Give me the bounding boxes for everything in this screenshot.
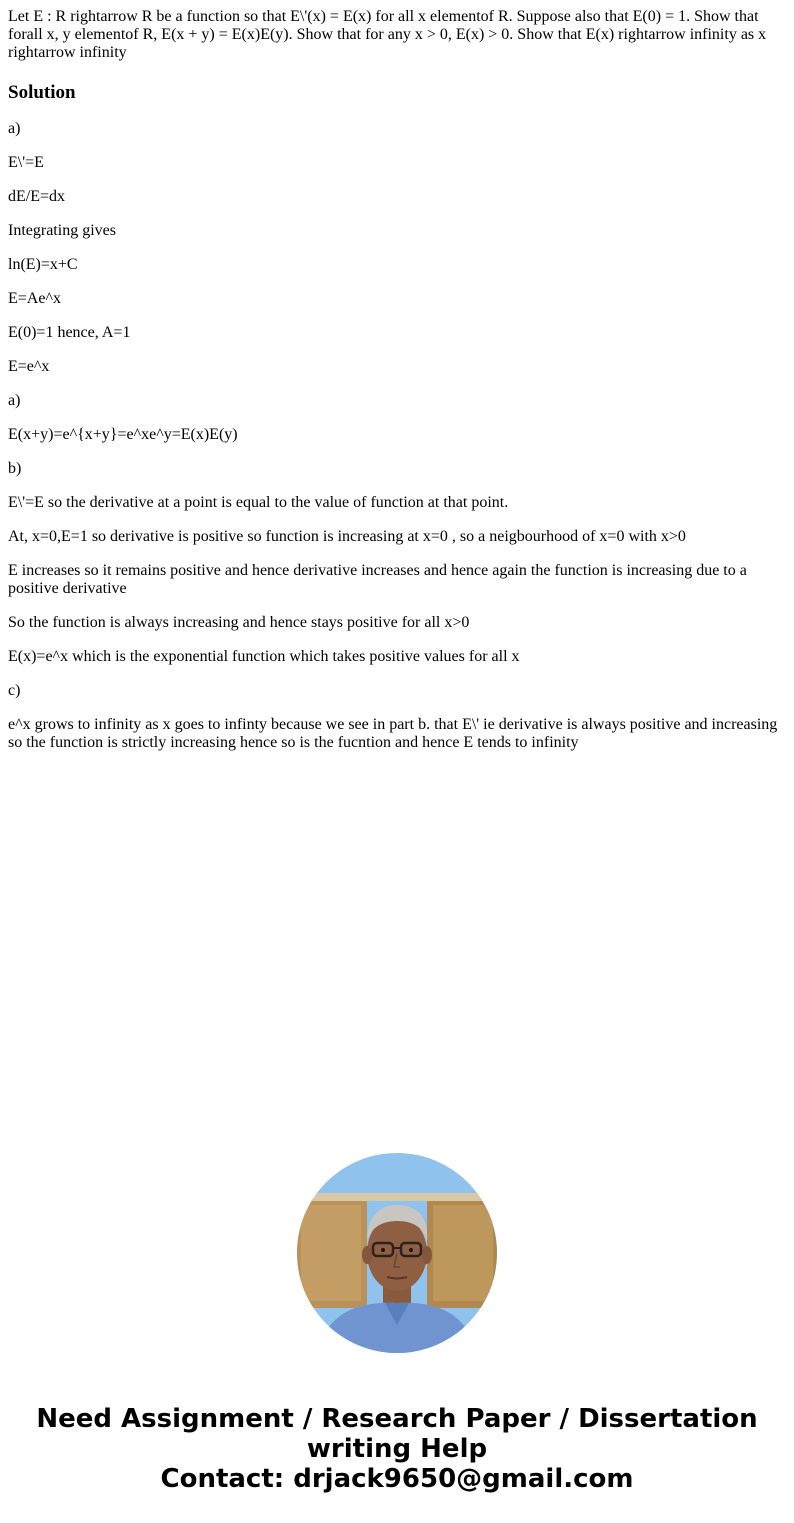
solution-step: E(x)=e^x which is the exponential function which takes positive values for all x (8, 648, 520, 665)
solution-step: a) (8, 120, 21, 137)
promo-line: Need Assignment / Research Paper / Dissertation (36, 1404, 758, 1434)
solution-step: c) (8, 682, 21, 699)
promo-line: writing Help (306, 1434, 488, 1464)
solution-step: E(0)=1 hence, A=1 (8, 324, 131, 341)
question-text: Let E : R rightarrow R be a function so that E\'(x) = E(x) for all x elementof R. Suppose also that E(0) = 1. Show that forall x, y elementof R, E(x + y) = E(x)E(y). Show that for any x > 0, E(x) > 0. Show that E(x) rightarrow infinity as x rightarrow infinity (8, 8, 767, 61)
solution-step: E increases so it remains positive and hence derivative increases and hence again the function is increasing due to a positive derivative (8, 562, 747, 597)
tutor-portrait-image (297, 1153, 497, 1353)
solution-step: Integrating gives (8, 222, 116, 239)
solution-step: dE/E=dx (8, 188, 66, 205)
solution-step: E=e^x (8, 358, 50, 375)
solution-step: E(x+y)=e^{x+y}=e^xe^y=E(x)E(y) (8, 426, 238, 443)
solution-step: ln(E)=x+C (8, 256, 78, 273)
document-body (8, 8, 786, 752)
solution-steps (8, 120, 786, 752)
solution-step: e^x grows to infinity as x goes to infinty because we see in part b. that E\' ie derivative is always positive and increasing so the function is strictly increasing hence so is the fucntion and hence E tends to infinity (8, 716, 778, 751)
solution-heading: Solution (8, 82, 76, 103)
solution-step: a) (8, 392, 21, 409)
tutor-avatar (297, 1153, 497, 1353)
solution-step: E\'=E (8, 154, 44, 171)
promo-contact: Contact: drjack9650@gmail.com (160, 1464, 634, 1494)
solution-step: E=Ae^x (8, 290, 61, 307)
solution-step: b) (8, 460, 22, 477)
promo-banner (0, 1404, 794, 1494)
solution-step: E\'=E so the derivative at a point is equal to the value of function at that point. (8, 494, 509, 511)
solution-step: At, x=0,E=1 so derivative is positive so function is increasing at x=0 , so a neigbourhood of x=0 with x>0 (8, 528, 686, 545)
solution-step: So the function is always increasing and hence stays positive for all x>0 (8, 614, 470, 631)
